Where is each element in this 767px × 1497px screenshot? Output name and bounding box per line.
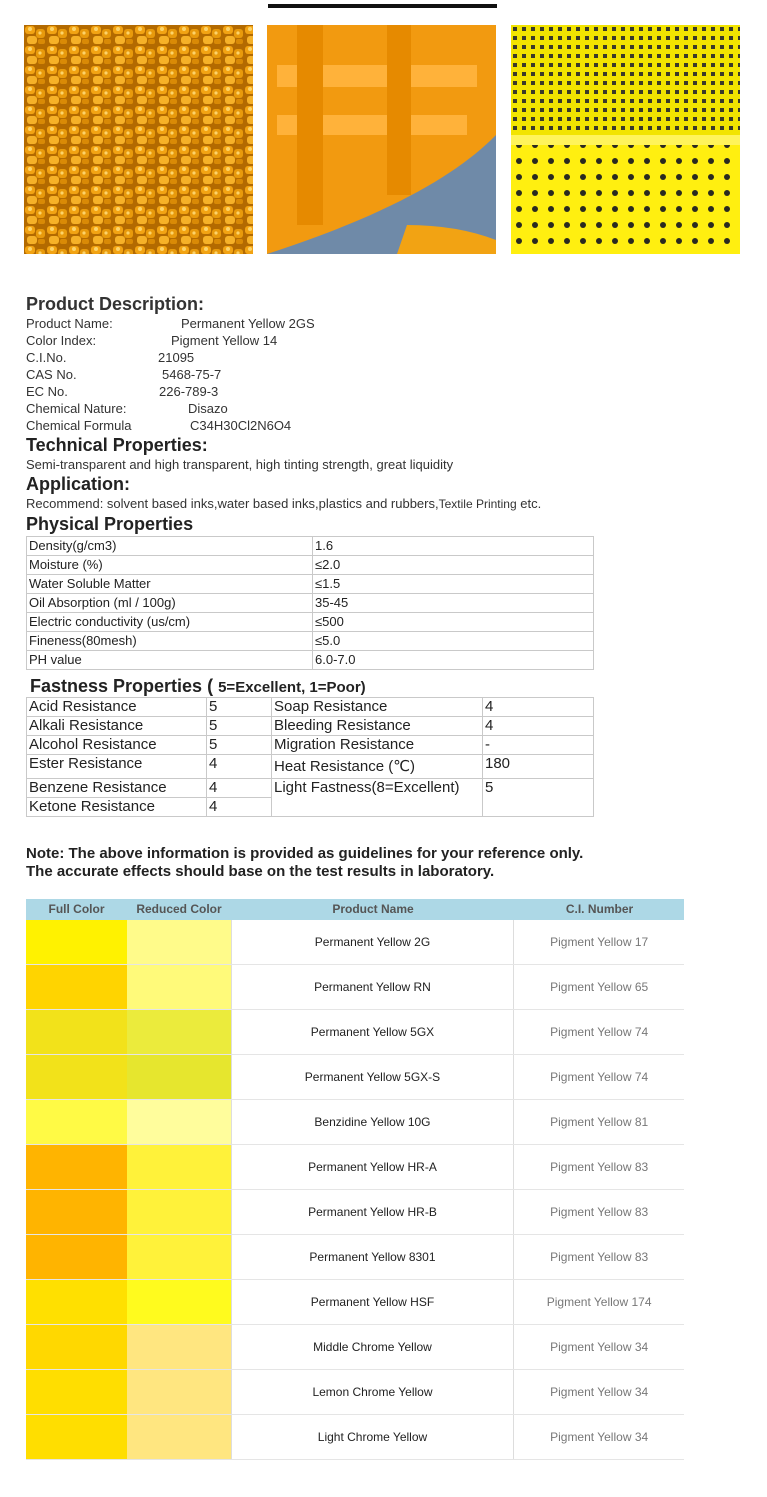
ci-number-cell: Pigment Yellow 74: [550, 1070, 649, 1084]
desc-row: Product Name: Permanent Yellow 2GS: [26, 316, 315, 331]
ci-number-cell: Pigment Yellow 83: [550, 1250, 649, 1264]
disclaimer-note: Note: The above information is provided as guidelines for your reference only. The accurate effects should base on the test results in laboratory.: [26, 845, 584, 880]
table-row: [26, 1145, 684, 1190]
product-name-cell: Permanent Yellow 5GX: [231, 1010, 515, 1054]
table-row: [26, 1010, 684, 1055]
reduced-color-swatch: [127, 1100, 231, 1144]
reduced-color-swatch: [127, 920, 231, 964]
ci-number-cell: Pigment Yellow 174: [546, 1295, 652, 1309]
table-row: PH value 6.0-7.0: [27, 651, 594, 670]
reduced-color-swatch: [127, 1325, 231, 1369]
reduced-color-swatch: [127, 1010, 231, 1054]
full-color-swatch: [26, 1235, 127, 1279]
full-color-swatch: [26, 1100, 127, 1144]
table-row: [26, 1325, 684, 1370]
reduced-color-swatch: [127, 1145, 231, 1189]
table-row: [26, 1370, 684, 1415]
table-row: Density(g/cm3) 1.6: [27, 537, 594, 556]
ci-number-cell: Pigment Yellow 34: [550, 1340, 649, 1354]
product-name-cell: Permanent Yellow HR-B: [231, 1190, 515, 1234]
table-row: [26, 1415, 684, 1460]
full-color-swatch: [26, 1280, 127, 1324]
header-ci-number: C.I. Number: [565, 902, 634, 916]
fastness-heading: Fastness Properties ( 5=Excellent, 1=Poor): [30, 676, 366, 696]
physical-properties-table: [26, 536, 594, 670]
ci-number-cell: Pigment Yellow 83: [550, 1160, 649, 1174]
table-row: [26, 1055, 684, 1100]
full-color-swatch: [26, 1190, 127, 1234]
product-name-cell: Permanent Yellow 2G: [231, 920, 515, 964]
product-name-cell: Light Chrome Yellow: [231, 1415, 515, 1459]
desc-row: C.I.No. 21095: [26, 350, 195, 365]
fastness-properties-table: [26, 697, 594, 817]
table-row: [26, 1280, 684, 1325]
full-color-swatch: [26, 1010, 127, 1054]
table-row: Moisture (%) ≤2.0: [27, 556, 594, 575]
table-row: [26, 920, 684, 965]
reduced-color-swatch: [127, 1190, 231, 1234]
description-heading: Product Description:: [26, 294, 205, 314]
table-row: [26, 1235, 684, 1280]
reduced-color-swatch: [127, 1415, 231, 1459]
technical-heading: Technical Properties:: [26, 435, 208, 455]
full-color-swatch: [26, 1415, 127, 1459]
table-row: Ester Resistance 4 Heat Resistance (℃) 180: [27, 755, 594, 779]
header-reduced-color: Reduced Color: [136, 902, 222, 916]
desc-row: CAS No. 5468-75-7: [26, 367, 222, 382]
table-row: Electric conductivity (us/cm) ≤500: [27, 613, 594, 632]
product-name-cell: Permanent Yellow HR-A: [231, 1145, 515, 1189]
full-color-swatch: [26, 1325, 127, 1369]
ci-number-cell: Pigment Yellow 83: [550, 1205, 649, 1219]
desc-row: Chemical Formula C34H30Cl2N6O4: [26, 418, 292, 433]
application-heading: Application:: [26, 474, 130, 494]
desc-row: Color Index: Pigment Yellow 14: [26, 333, 278, 348]
application-text: Recommend: solvent based inks,water based inks,plastics and rubbers,Textile Printing etc.: [26, 496, 542, 511]
product-image-granules: [24, 25, 253, 254]
table-row: [26, 1100, 684, 1145]
desc-row: Chemical Nature: Disazo: [26, 401, 228, 416]
reduced-color-swatch: [127, 1280, 231, 1324]
product-name-cell: Benzidine Yellow 10G: [231, 1100, 515, 1144]
product-name-cell: Middle Chrome Yellow: [231, 1325, 515, 1369]
reduced-color-swatch: [127, 965, 231, 1009]
ci-number-cell: Pigment Yellow 34: [550, 1430, 649, 1444]
header-full-color: Full Color: [48, 902, 105, 916]
table-row: Water Soluble Matter ≤1.5: [27, 575, 594, 594]
table-row: Acid Resistance 5 Soap Resistance 4: [27, 698, 594, 717]
desc-row: EC No. 226-789-3: [26, 384, 219, 399]
product-name-cell: Permanent Yellow 8301: [231, 1235, 515, 1279]
full-color-swatch: [26, 1055, 127, 1099]
product-image-crate: [511, 25, 740, 254]
reduced-color-swatch: [127, 1370, 231, 1414]
table-row: [26, 1190, 684, 1235]
color-list-header: [26, 899, 684, 920]
table-row: [26, 965, 684, 1010]
table-row: Oil Absorption (ml / 100g) 35-45: [27, 594, 594, 613]
ci-number-cell: Pigment Yellow 81: [550, 1115, 649, 1129]
technical-text: Semi-transparent and high transparent, high tinting strength, great liquidity: [26, 457, 454, 472]
ci-number-cell: Pigment Yellow 34: [550, 1385, 649, 1399]
table-row: Alkali Resistance 5 Bleeding Resistance 4: [27, 717, 594, 736]
full-color-swatch: [26, 1370, 127, 1414]
top-divider: [268, 4, 497, 8]
ci-number-cell: Pigment Yellow 65: [550, 980, 649, 994]
product-description: [26, 293, 746, 535]
table-row: Benzene Resistance 4 Light Fastness(8=Excellent) 5: [27, 779, 594, 798]
product-name-cell: Permanent Yellow HSF: [231, 1280, 515, 1324]
product-name-cell: Permanent Yellow 5GX-S: [231, 1055, 515, 1099]
reduced-color-swatch: [127, 1055, 231, 1099]
table-row: Fineness(80mesh) ≤5.0: [27, 632, 594, 651]
physical-heading: Physical Properties: [26, 514, 194, 534]
product-image-sandal: [267, 25, 496, 254]
ci-number-cell: Pigment Yellow 74: [550, 1025, 649, 1039]
table-row: Ketone Resistance 4: [27, 798, 594, 817]
ci-number-cell: Pigment Yellow 17: [550, 935, 649, 949]
product-name-cell: Permanent Yellow RN: [231, 965, 515, 1009]
full-color-swatch: [26, 965, 127, 1009]
table-row: Alcohol Resistance 5 Migration Resistance -: [27, 736, 594, 755]
full-color-swatch: [26, 1145, 127, 1189]
full-color-swatch: [26, 920, 127, 964]
product-name-cell: Lemon Chrome Yellow: [231, 1370, 515, 1414]
color-list-table: [26, 899, 684, 1460]
reduced-color-swatch: [127, 1235, 231, 1279]
header-product-name: Product Name: [332, 902, 414, 916]
